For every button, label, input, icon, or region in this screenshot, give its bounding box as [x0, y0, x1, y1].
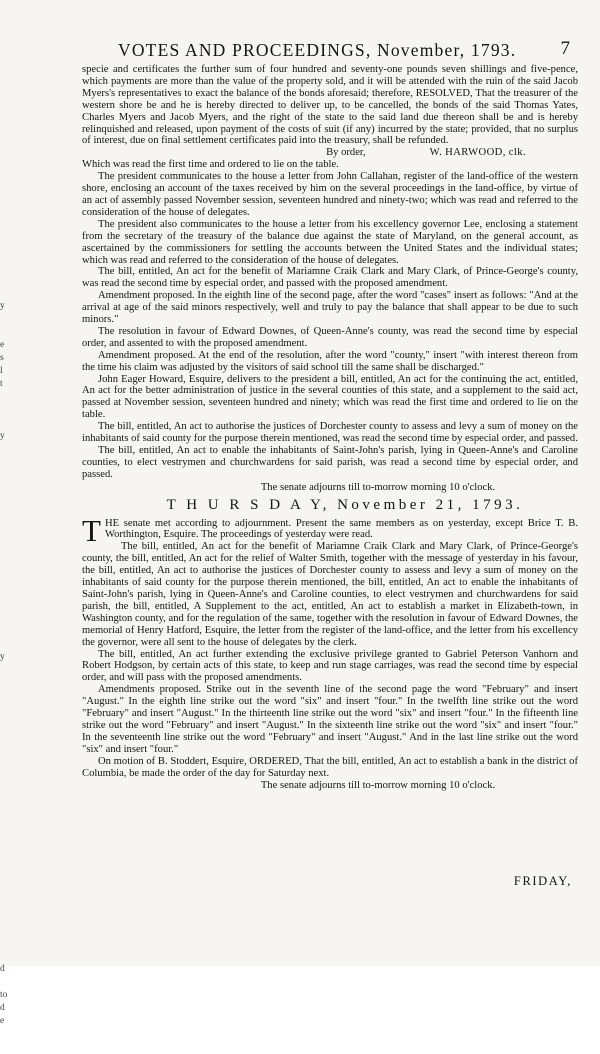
paragraph-senate-met	[82, 512, 578, 548]
margin-fragment	[0, 313, 16, 326]
margin-fragment	[0, 560, 16, 573]
margin-fragment	[0, 404, 16, 417]
margin-fragment	[0, 573, 16, 586]
margin-fragment	[0, 534, 16, 547]
margin-fragment	[0, 937, 16, 950]
margin-fragment: y	[0, 652, 5, 662]
margin-fragment	[0, 456, 16, 469]
margin-fragment	[0, 924, 16, 937]
margin-fragment	[0, 690, 16, 703]
paragraph-first-reading: Which was read the first time and ordered to lie on the table.	[82, 159, 339, 171]
margin-fragment	[0, 911, 16, 924]
signature-clerk: W. HARWOOD, clk.	[429, 147, 526, 159]
margin-fragment	[0, 599, 16, 612]
margin-fragment: y	[0, 301, 5, 311]
margin-fragment	[0, 846, 16, 859]
paragraph-downes-resolution: The resolution in favour of Edward Downes, of Queen-Anne's county, was read the second time by especial order, and assented to with the proposed amendment.	[82, 325, 578, 349]
margin-fragment	[0, 794, 16, 807]
margin-fragment: e	[0, 340, 5, 350]
margin-fragment	[0, 820, 16, 833]
paragraph-amendments-months: Amendments proposed. Strike out in the seventh line of the second page the word "February" and insert "August." In the eighth line strike out the word "six" and insert "four." In the twelfth line strike out the word "February" and insert "August." In the thirteenth line strike out the word "six" and insert "four." In the fifteenth line strike out the word "February" and insert "August." In the sixteenth line strike out the word "six" and insert "four." In the seventeenth line strike out the word "February" and insert "August." And in the last line strike out the word "six" and insert "four."	[82, 684, 578, 755]
margin-bleed-column	[0, 300, 16, 1026]
margin-fragment	[0, 469, 16, 482]
margin-fragment	[0, 625, 16, 638]
margin-fragment	[0, 781, 16, 794]
margin-fragment	[0, 638, 16, 651]
paragraph-bills-sent: The bill, entitled, An act for the benefit of Mariamne Craik Clark and Mary Clark, of Prince-George's county, the bill, entitled, An act for the relief of Walter Smith, together with the message of yesterday in his favour, the bill, entitled, An act to authorise the justices of Dorchester county to assess and levy a sum of money on the inhabitants of said county for the purpose therein mentioned, the bill, entitled, An act to enable the inhabitants of Saint-John's parish, lying in Queen-Anne's and Caroline counties, to elect vestrymen and churchwardens for said parish, the bill, entitled, A Supplement to the act, entitled, An act to establish a market in Elizabeth-town, in Washington county, and for the regulation of the same, together with the resolution in favour of Edward Downes, the memorial of Henry Hatford, Esquire, the letter from the register of the land-office, and the letter from his excellency the governor, were all sent to the house of delegates by the clerk.	[82, 541, 578, 648]
paragraph-dorchester-bill: The bill, entitled, An act to authorise the justices of Dorchester county to assess and levy a sum of money on the inhabitants of said county for the purpose therein mentioned, was read the second time by especial order, and passed.	[82, 421, 578, 445]
margin-fragment	[0, 1041, 16, 1054]
margin-fragment	[0, 586, 16, 599]
margin-fragment	[0, 742, 16, 755]
margin-fragment	[0, 872, 16, 885]
margin-fragment	[0, 547, 16, 560]
paragraph-saint-johns-bill: The bill, entitled, An act to enable the inhabitants of Saint-John's parish, lying in Queen-Anne's and Caroline counties, to elect vestrymen and churchwardens for said parish, was read a second time by especial order, and passed.	[82, 445, 578, 480]
margin-fragment: d	[0, 964, 5, 974]
margin-fragment	[0, 677, 16, 690]
signature-by-order: By order,	[326, 147, 366, 159]
page-number: 7	[560, 38, 570, 59]
margin-fragment: t	[0, 379, 3, 389]
adjournment-notice: The senate adjourns till to-morrow morning 10 o'clock.	[260, 481, 496, 493]
margin-fragment: y	[0, 431, 5, 441]
page-title: VOTES AND PROCEEDINGS, November, 1793.	[118, 40, 517, 60]
day-heading: T H U R S D A Y, November 21, 1793.	[166, 496, 524, 513]
margin-fragment: s	[0, 353, 4, 363]
margin-fragment	[0, 391, 16, 404]
paragraph-resolution-end: specie and certificates the further sum of four hundred and seventy-one pounds seven shillings and five-pence, which payments are more than the value of the property sold, and it will be attended with the ruin of the said Jacob Myers's representatives to exact the balance of the bonds aforesaid; therefore, RESOLVED, That the treasurer of the western shore be and he is hereby directed to deliver up, to be cancelled, the bonds of the said Thomas Yates, Charles Myers and Jacob Myers, and the right of the state to the said land due thereon shall be and is hereby relinquished and released, upon payment of the costs of suit (if any) incurred by the state; provided, that no surplus of interest, due on final settlement certificates paid into the treasury, shall be refunded.	[82, 64, 578, 147]
margin-fragment: d	[0, 1003, 5, 1013]
signature-line	[82, 147, 578, 159]
running-header	[78, 40, 582, 62]
document-body	[82, 64, 578, 793]
margin-fragment	[0, 495, 16, 508]
paragraph-governor-letter: The president also communicates to the house a letter from his excellency governor Lee, enclosing a statement from the secretary of the treasury of the balance due against the state of Maryland, on the general account, as ascertained by the commissioners for settling the accounts between the United States and the individual states; which was read and referred to the consideration of the house of delegates.	[82, 218, 578, 266]
margin-fragment	[0, 729, 16, 742]
paragraph-clark-bill: The bill, entitled, An act for the benefit of Mariamne Craik Clark and Mary Clark, of Prince-George's county, was read the second time by especial order, and passed with the proposed amendment.	[82, 266, 578, 290]
margin-fragment	[0, 885, 16, 898]
margin-fragment	[0, 950, 16, 963]
margin-fragment	[0, 664, 16, 677]
paragraph-amendment-minors: Amendment proposed. In the eighth line of the second page, after the word "cases" insert as follows: "And at the arrival at age of the said minors respectively, well and truly to pay the balance that shall appear to be due to such minors."	[82, 290, 578, 326]
paragraph-stage-carriages-bill: The bill, entitled, An act further extending the exclusive privilege granted to Gabriel Peterson Vanhorn and Robert Hodgson, by certain acts of this state, to keep and run stage carriages, was read the second time by especial order, and will pass with the proposed amendments.	[82, 648, 578, 684]
margin-fragment	[0, 443, 16, 456]
paragraph-callahan-letter: The president communicates to the house a letter from John Callahan, register of the land-office of the western shore, enclosing an account of the taxes received by him on the several proceedings in the land-office, by virtue of an act of assembly passed November session, seventeen hundred and ninety-two; which was read and referred to the consideration of the house of delegates.	[82, 171, 578, 218]
margin-fragment	[0, 612, 16, 625]
margin-fragment	[0, 703, 16, 716]
margin-fragment	[0, 521, 16, 534]
margin-fragment	[0, 768, 16, 781]
margin-fragment: l	[0, 366, 3, 376]
margin-fragment	[0, 508, 16, 521]
margin-fragment	[0, 716, 16, 729]
paragraph-amendment-interest: Amendment proposed. At the end of the resolution, after the word "county," insert "with interest thereon from the time his claim was adjusted by the visitors of said school till the same shall be discharged."	[82, 349, 578, 373]
senate-met-text: HE senate met according to adjournment. Present the same members as on yesterday, except Brice T. B. Worthington, Esquire. The proceedings of yesterday were read.	[104, 517, 578, 541]
catchword: FRIDAY,	[513, 874, 572, 888]
margin-fragment	[0, 833, 16, 846]
margin-fragment	[0, 807, 16, 820]
paragraph-howard-bill: John Eager Howard, Esquire, delivers to the president a bill, entitled, An act for the continuing the act, entitled, An act for the better administration of justice in the several counties of this state, and a supplement to the said act, passed at November session, seventeen hundred and ninety; which was read the first time and ordered to lie on the table.	[82, 373, 578, 421]
margin-fragment: to	[0, 990, 8, 1000]
adjournment-notice-2: The senate adjourns till to-morrow morning 10 o'clock.	[260, 780, 496, 792]
paragraph-bank-motion: On motion of B. Stoddert, Esquire, ORDERED, That the bill, entitled, An act to establish a bank in the district of Columbia, be made the order of the day for Saturday next.	[82, 755, 578, 779]
margin-fragment	[0, 326, 16, 339]
drop-cap: T	[82, 512, 101, 548]
margin-fragment	[0, 417, 16, 430]
margin-fragment	[0, 1028, 16, 1041]
margin-fragment	[0, 976, 16, 989]
margin-fragment	[0, 859, 16, 872]
margin-fragment: e	[0, 1016, 5, 1026]
margin-fragment	[0, 482, 16, 495]
margin-fragment	[0, 898, 16, 911]
margin-fragment	[0, 755, 16, 768]
